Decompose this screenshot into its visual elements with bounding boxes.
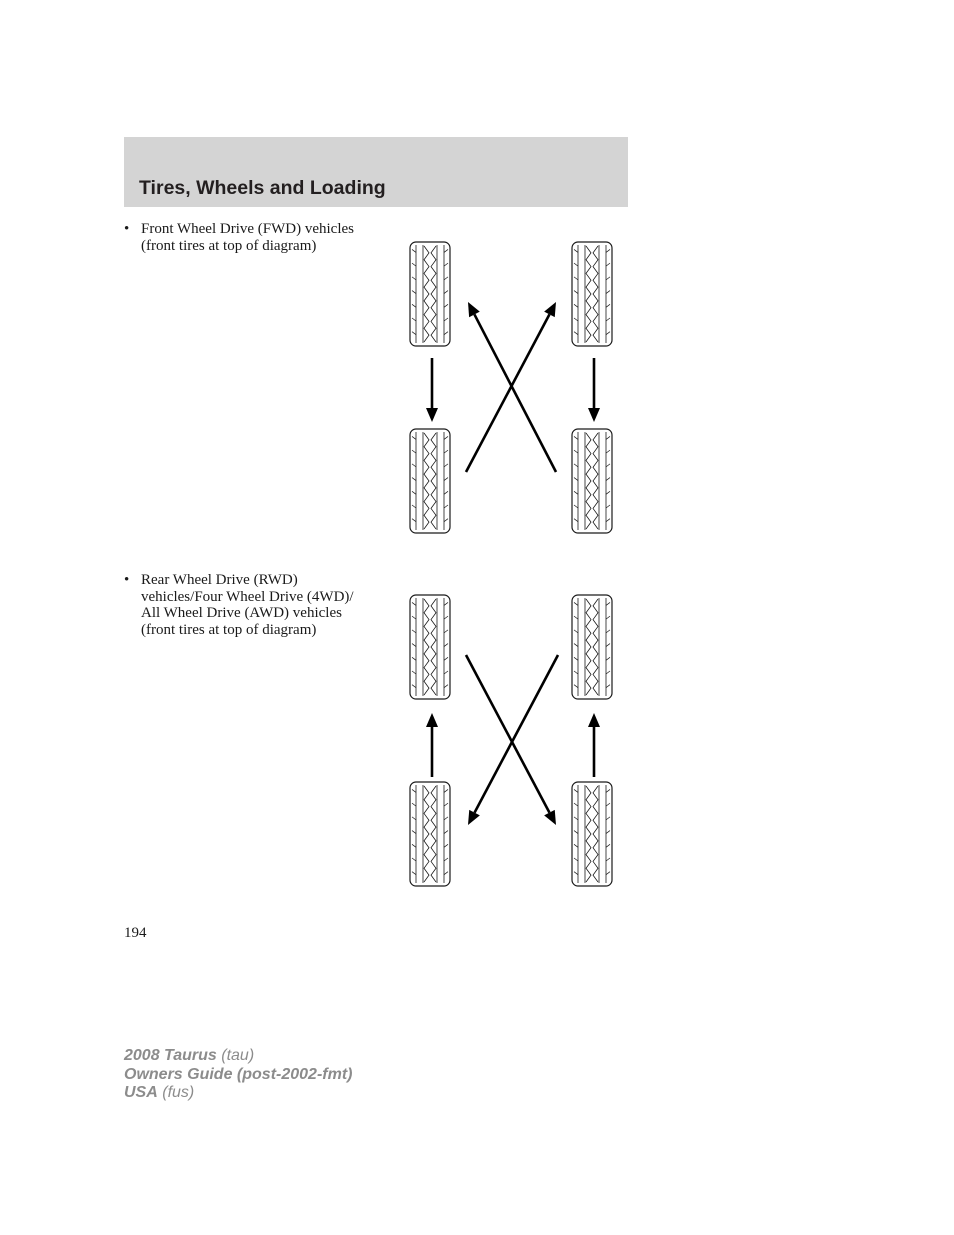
footer-model: 2008 Taurus [124,1047,217,1064]
footer-guide: Owners Guide (post-2002-fmt) [124,1065,353,1083]
fwd-instruction [124,221,364,254]
tire-rear-right [572,429,612,533]
tire-rear-left [410,429,450,533]
arrow-rear-right-to-front-right [588,713,600,777]
arrow-front-left-to-rear-right [466,655,556,825]
fwd-text: Front Wheel Drive (FWD) vehicles (front tires at top of diagram) [141,221,354,254]
page-number: 194 [124,925,147,941]
footer-region: USA [124,1084,158,1102]
tire-rear-right [572,782,612,886]
fwd-rotation-diagram [400,236,624,536]
rwd-instruction [124,572,364,639]
tire-front-right [572,242,612,346]
bullet-point: • [124,221,130,237]
section-header [124,137,628,207]
rwd-text: Rear Wheel Drive (RWD) vehicles/Four Wheel Drive (4WD)/ All Wheel Drive (AWD) vehicles (front tires at top of diagram) [141,572,354,639]
footer [124,1047,352,1103]
arrow-front-right-to-rear-right [588,358,600,422]
rwd-rotation-diagram [400,589,624,889]
section-title: Tires, Wheels and Loading [139,177,386,199]
tire-front-right [572,595,612,699]
tire-front-left [410,242,450,346]
footer-region-code: (fus) [162,1084,195,1102]
arrow-front-right-to-rear-left [468,655,558,825]
tire-rear-left [410,782,450,886]
bullet-point: • [124,572,130,588]
arrow-rear-left-to-front-left [426,713,438,777]
footer-model-code: (tau) [221,1047,255,1064]
arrow-front-left-to-rear-left [426,358,438,422]
tire-front-left [410,595,450,699]
